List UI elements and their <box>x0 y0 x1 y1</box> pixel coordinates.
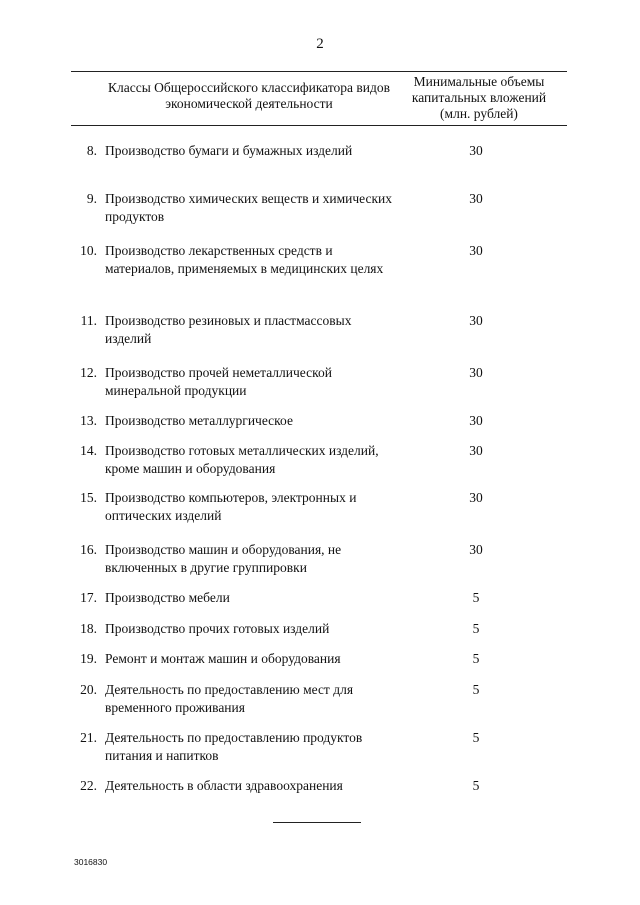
min-investment-value: 30 <box>469 443 483 458</box>
header-min-investment: Минимальные объемы капитальных вложений (млн. рублей) <box>411 74 547 121</box>
activity-class-name: Деятельность по предоставлению продуктов питания и напитков <box>105 730 363 763</box>
min-investment-value: 5 <box>472 730 480 745</box>
min-investment-value: 30 <box>469 365 483 380</box>
activity-class-name: Деятельность в области здравоохранения <box>105 778 343 793</box>
row-number: 8. <box>86 143 97 158</box>
min-investment-value: 30 <box>469 143 483 158</box>
activity-class-name: Производство мебели <box>105 590 230 605</box>
row-number: 11. <box>80 313 97 328</box>
row-number: 17. <box>80 590 97 605</box>
activity-class-name: Производство лекарственных средств и материалов, применяемых в медицинских целях <box>105 243 384 276</box>
activity-class-name: Производство химических веществ и химических продуктов <box>105 191 393 224</box>
table-header <box>71 71 567 126</box>
min-investment-value: 30 <box>469 542 483 557</box>
row-number: 20. <box>80 682 97 697</box>
min-investment-value: 5 <box>472 682 480 697</box>
capital-investment-table <box>71 71 567 793</box>
min-investment-value: 30 <box>469 313 483 328</box>
activity-class-name: Производство машин и оборудования, не включенных в другие группировки <box>105 542 342 575</box>
min-investment-value: 30 <box>469 191 483 206</box>
activity-class-name: Производство резиновых и пластмассовых изделий <box>105 313 352 346</box>
row-number: 13. <box>80 413 97 428</box>
activity-class-name: Производство готовых металлических изделий, кроме машин и оборудования <box>105 443 379 476</box>
min-investment-value: 5 <box>472 651 480 666</box>
row-number: 21. <box>80 730 97 745</box>
end-divider <box>273 822 361 823</box>
row-number: 19. <box>80 651 97 666</box>
activity-class-name: Производство прочих готовых изделий <box>105 621 330 636</box>
min-investment-value: 30 <box>469 490 483 505</box>
activity-class-name: Производство металлургическое <box>105 413 293 428</box>
activity-class-name: Ремонт и монтаж машин и оборудования <box>105 651 341 666</box>
row-number: 10. <box>80 243 97 258</box>
row-number: 15. <box>80 490 97 505</box>
min-investment-value: 5 <box>472 778 480 793</box>
activity-class-name: Деятельность по предоставлению мест для временного проживания <box>105 682 354 715</box>
activity-class-name: Производство компьютеров, электронных и оптических изделий <box>105 490 357 523</box>
activity-class-name: Производство прочей неметаллической минеральной продукции <box>105 365 332 398</box>
min-investment-value: 30 <box>469 413 483 428</box>
document-code: 3016830 <box>74 857 108 867</box>
row-number: 9. <box>86 191 97 206</box>
min-investment-value: 5 <box>472 590 480 605</box>
row-number: 16. <box>80 542 97 557</box>
min-investment-value: 5 <box>472 621 480 636</box>
row-number: 18. <box>80 621 97 636</box>
page-number: 2 <box>316 36 324 52</box>
row-number: 12. <box>80 365 97 380</box>
row-number: 14. <box>80 443 97 458</box>
min-investment-value: 30 <box>469 243 483 258</box>
row-number: 22. <box>80 778 97 793</box>
header-okved-classes: Классы Общероссийского классификатора видов экономической деятельности <box>107 80 391 111</box>
activity-class-name: Производство бумаги и бумажных изделий <box>105 143 353 158</box>
